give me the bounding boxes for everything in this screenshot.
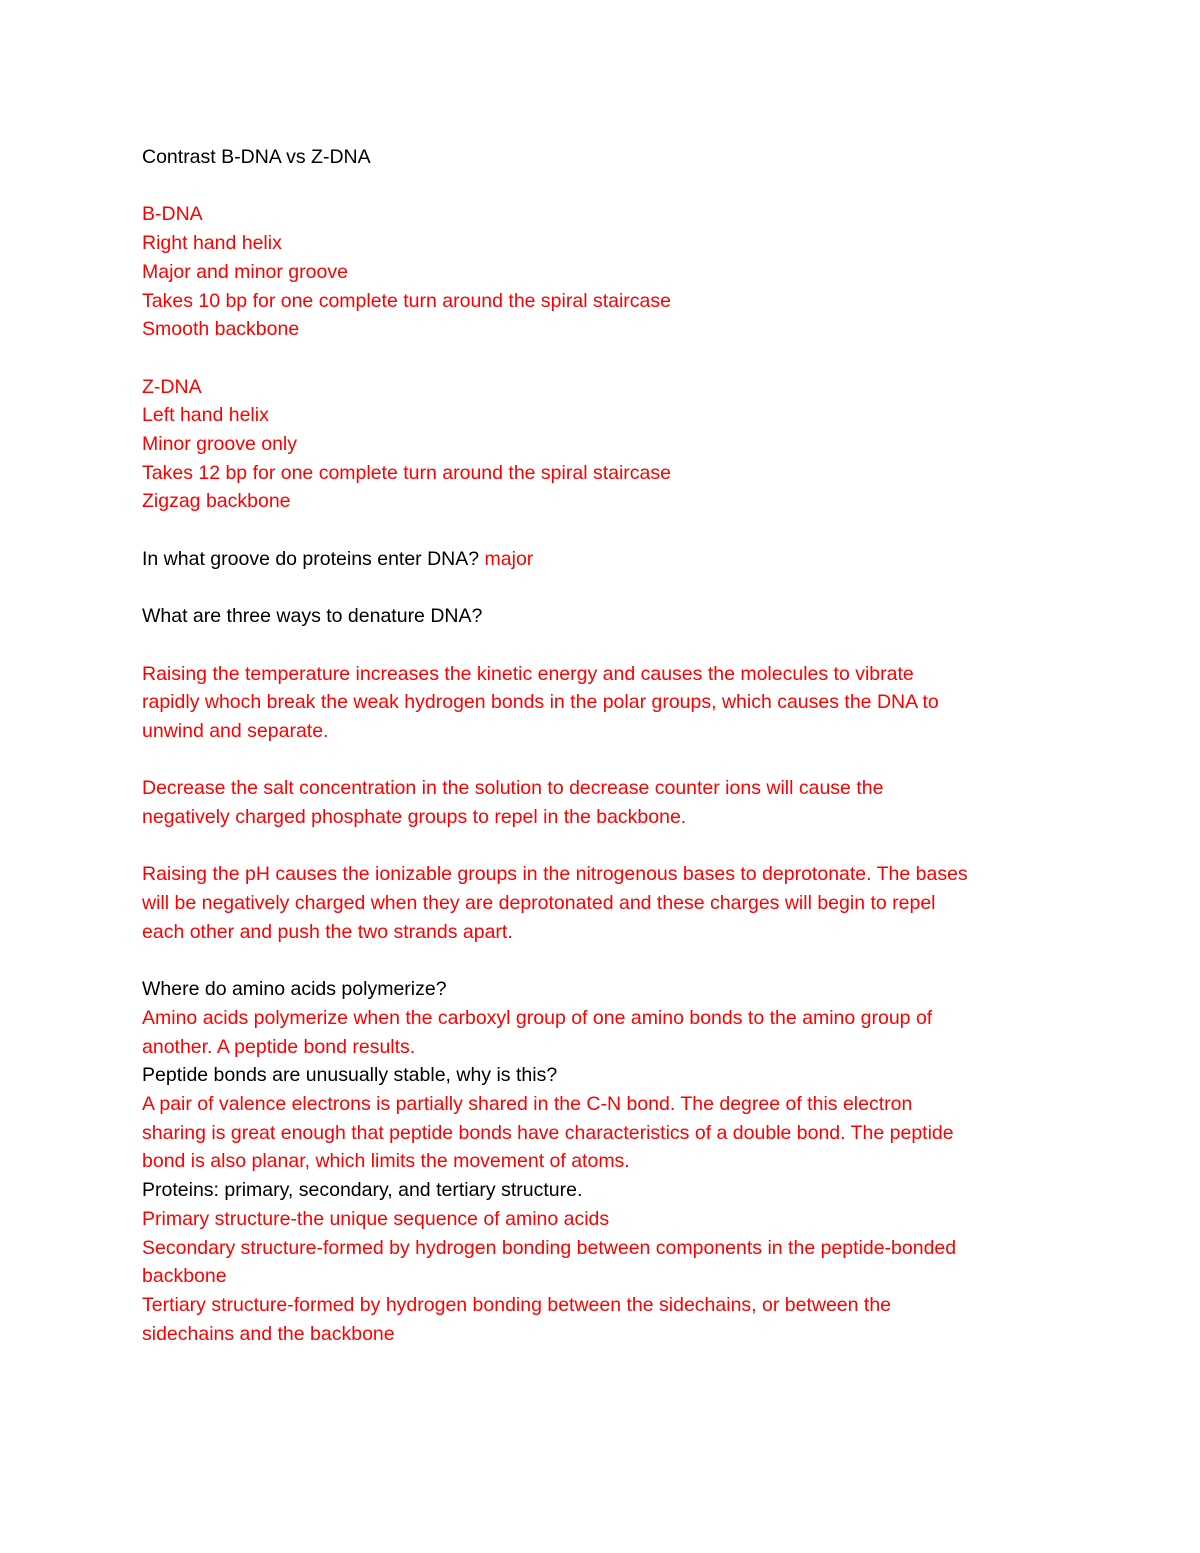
blank-line — [142, 631, 1062, 660]
bdna-item: Major and minor groove — [142, 260, 348, 283]
peptide-answer: A pair of valence electrons is partially shared in the C-N bond. The degree of this electron — [142, 1093, 913, 1116]
zdna-item: Minor groove only — [142, 433, 297, 455]
denature-question: What are three ways to denature DNA? — [142, 605, 483, 628]
blank-line — [142, 172, 1062, 201]
denature-answer-ph: will be negatively charged when they are deprotonated and these charges will begin to repel — [142, 892, 936, 915]
blank-line — [142, 746, 1062, 775]
blank-line — [142, 832, 1062, 861]
document-body — [142, 143, 1062, 1348]
denature-answer-salt: negatively charged phosphate groups to repel in the backbone. — [142, 806, 687, 829]
blank-line — [142, 574, 1062, 603]
bdna-heading: B-DNA — [142, 203, 203, 226]
polymerize-answer: another. A peptide bond results. — [142, 1035, 416, 1058]
zdna-heading: Z-DNA — [142, 375, 202, 398]
blank-line — [142, 516, 1062, 545]
proteins-answer-primary: Primary structure-the unique sequence of amino acids — [142, 1207, 610, 1230]
denature-answer-temperature: unwind and separate. — [142, 719, 329, 742]
groove-question: In what groove do proteins enter DNA? — [142, 547, 480, 570]
zdna-item: Zigzag backbone — [142, 490, 291, 513]
denature-answer-salt: Decrease the salt concentration in the solution to decrease counter ions will cause the — [142, 777, 884, 800]
blank-line — [142, 947, 1062, 976]
denature-answer-ph: Raising the pH causes the ionizable groups in the nitrogenous bases to deprotonate. The bases — [142, 863, 968, 886]
bdna-item: Takes 10 bp for one complete turn around the spiral staircase — [142, 289, 671, 312]
document-title: Contrast B-DNA vs Z-DNA — [142, 146, 371, 168]
proteins-answer-secondary: Secondary structure-formed by hydrogen bonding between components in the peptide-bonded — [142, 1236, 957, 1259]
bdna-item: Smooth backbone — [142, 318, 300, 341]
polymerize-answer: Amino acids polymerize when the carboxyl group of one amino bonds to the amino group of — [142, 1006, 933, 1029]
proteins-answer-tertiary: Tertiary structure-formed by hydrogen bonding between the sidechains, or between the — [142, 1294, 892, 1316]
proteins-answer-secondary: backbone — [142, 1265, 227, 1288]
denature-answer-temperature: Raising the temperature increases the kinetic energy and causes the molecules to vibrate — [142, 662, 914, 685]
proteins-question: Proteins: primary, secondary, and tertiary structure. — [142, 1179, 583, 1202]
denature-answer-temperature: rapidly whoch break the weak hydrogen bonds in the polar groups, which causes the DNA to — [142, 691, 939, 714]
groove-answer: major — [484, 547, 534, 570]
zdna-item: Left hand helix — [142, 404, 269, 427]
peptide-answer: sharing is great enough that peptide bonds have characteristics of a double bond. The peptide — [142, 1121, 954, 1144]
peptide-answer: bond is also planar, which limits the movement of atoms. — [142, 1150, 630, 1173]
denature-answer-ph: each other and push the two strands apart. — [142, 920, 513, 943]
polymerize-question: Where do amino acids polymerize? — [142, 978, 447, 1001]
bdna-item: Right hand helix — [142, 232, 282, 255]
proteins-answer-tertiary: sidechains and the backbone — [142, 1322, 395, 1345]
zdna-item: Takes 12 bp for one complete turn around the spiral staircase — [142, 461, 671, 484]
blank-line — [142, 344, 1062, 373]
peptide-question: Peptide bonds are unusually stable, why is this? — [142, 1064, 558, 1087]
groove-question-line — [142, 545, 1062, 574]
